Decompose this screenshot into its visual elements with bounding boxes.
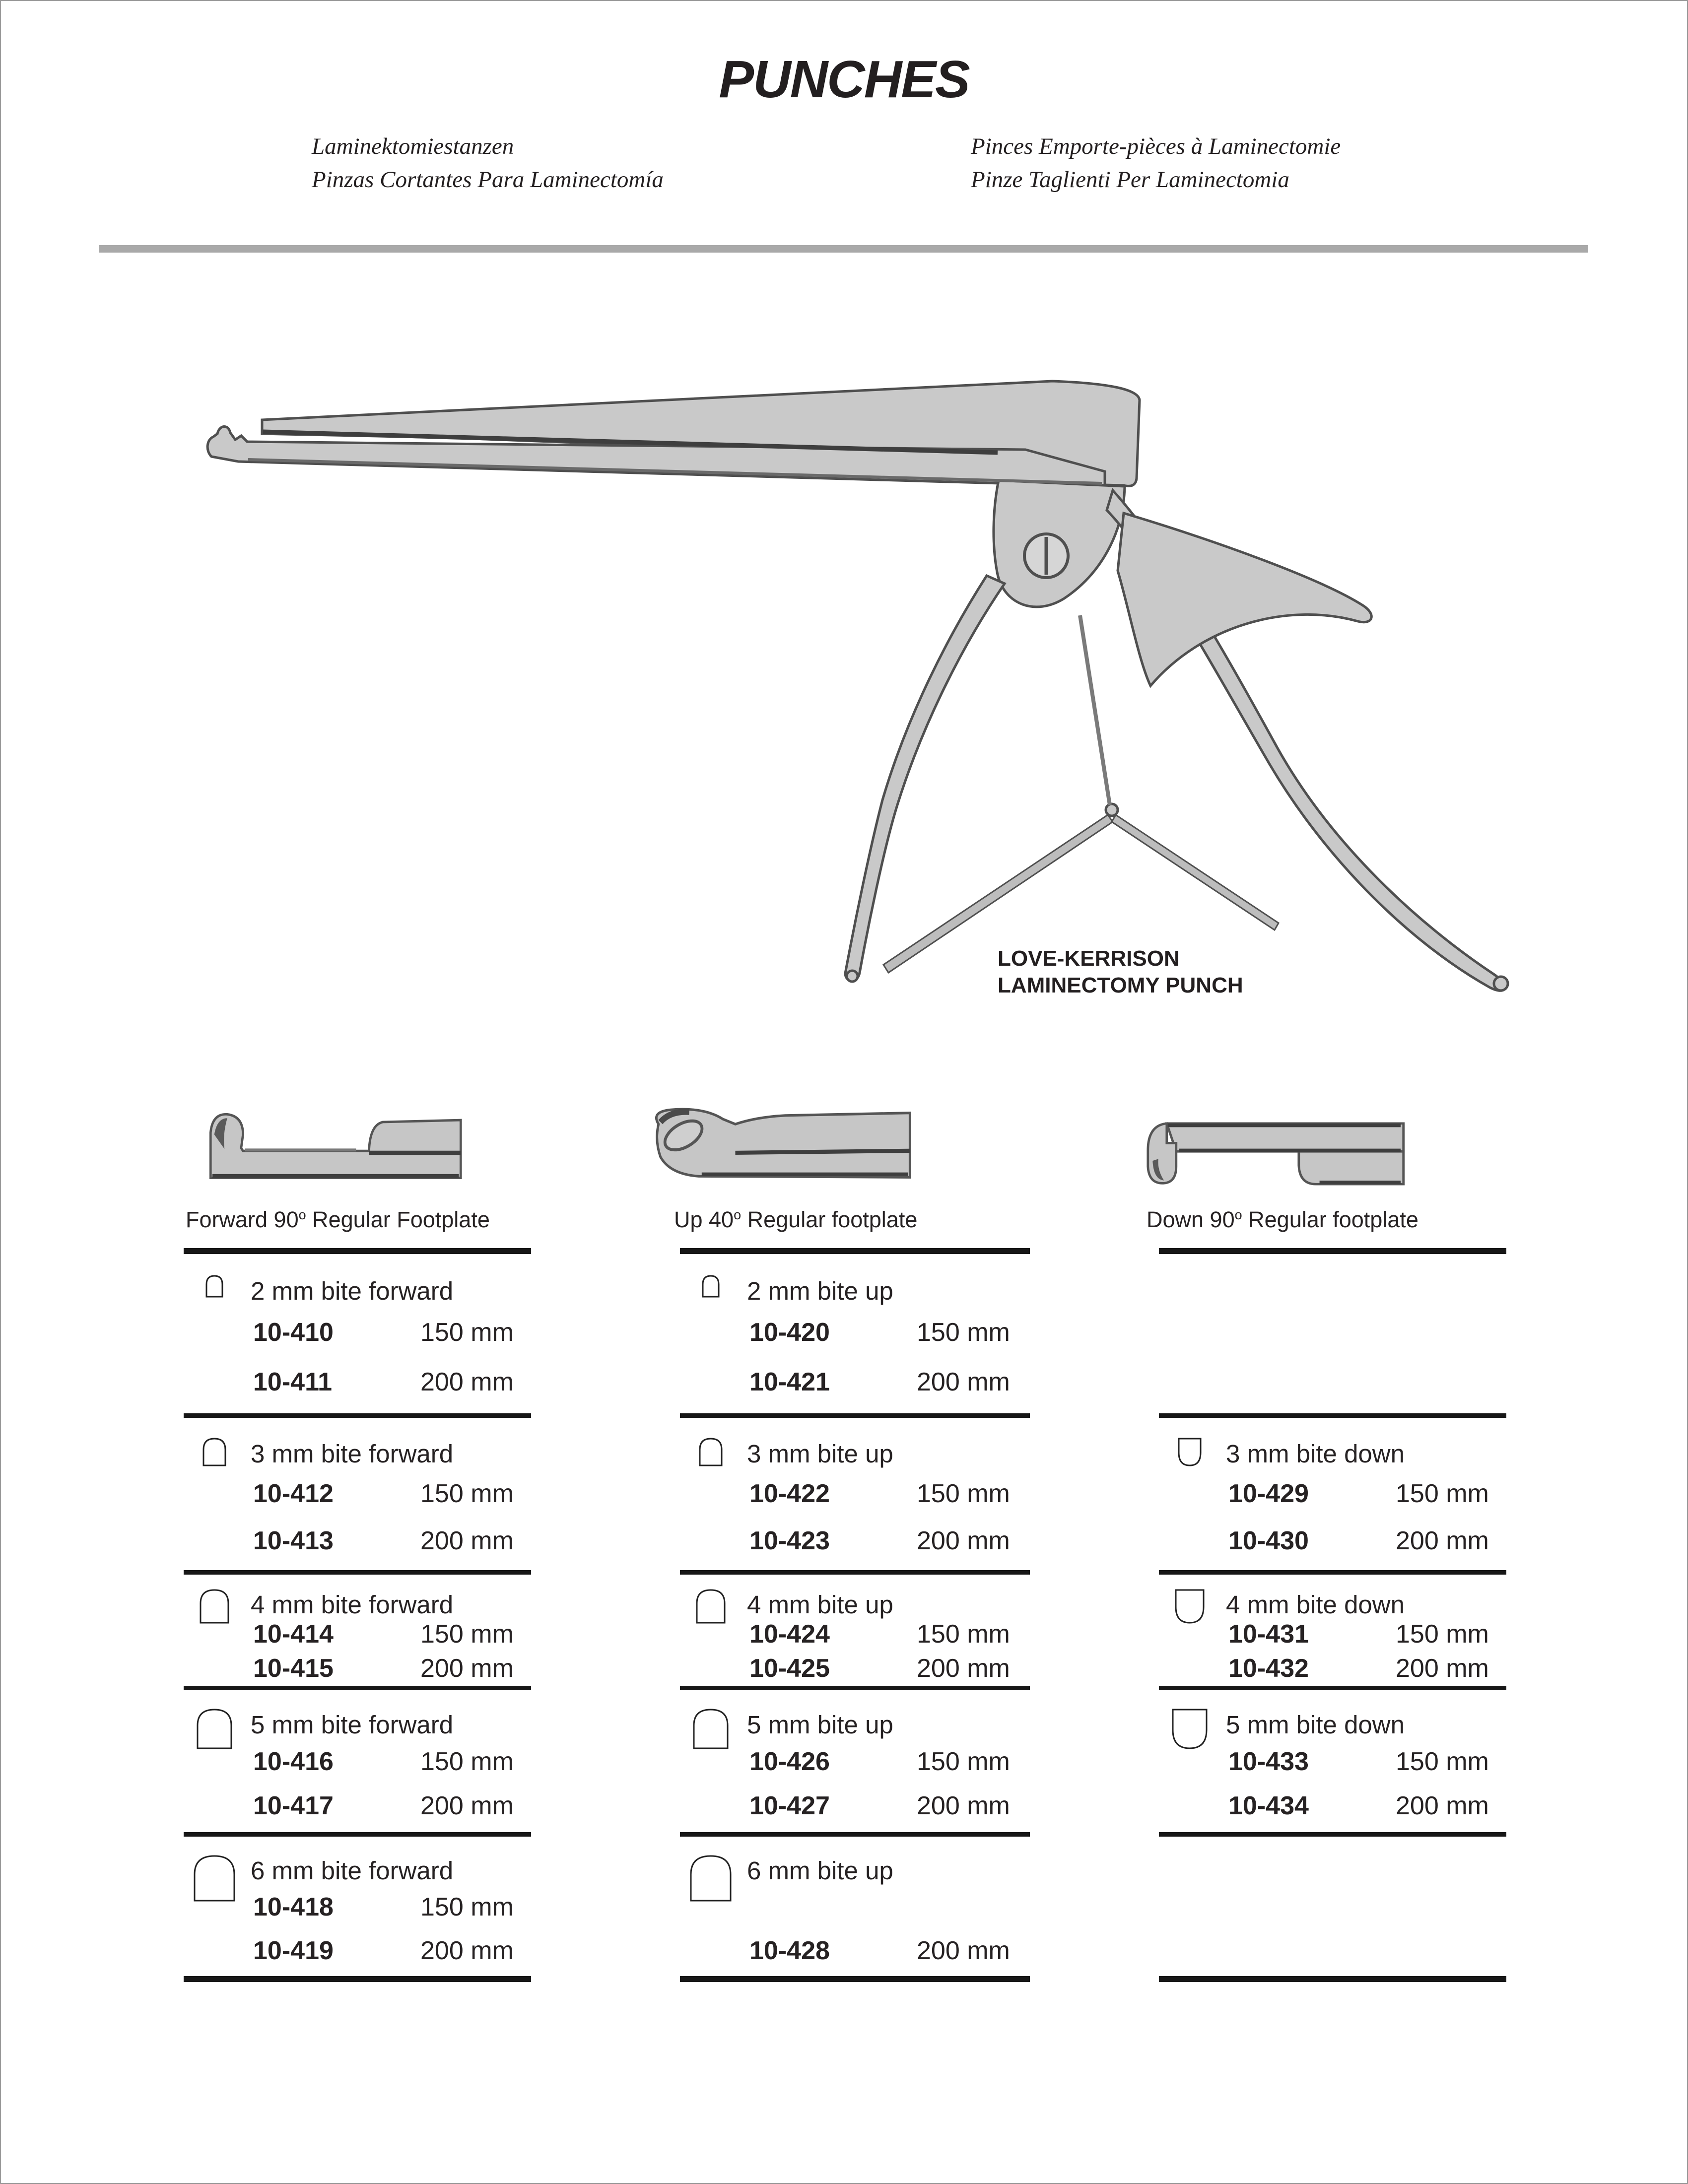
product-row xyxy=(184,1479,531,1509)
product-section-empty xyxy=(1159,1254,1506,1418)
instrument-label-line1: LOVE-KERRISON xyxy=(998,946,1180,971)
bite-label: 6 mm bite forward xyxy=(251,1856,454,1885)
column-header-text: Regular Footplate xyxy=(306,1207,490,1232)
product-length: 150 mm xyxy=(917,1747,1010,1777)
product-length: 150 mm xyxy=(1396,1619,1489,1649)
product-code: 10-431 xyxy=(1228,1619,1309,1649)
product-row xyxy=(184,1367,531,1397)
product-length: 200 mm xyxy=(917,1654,1010,1683)
product-length: 150 mm xyxy=(1396,1747,1489,1777)
punch-upper-arm xyxy=(1118,513,1371,686)
subtitle-spanish: Pinzas Cortantes Para Laminectomía xyxy=(312,167,664,193)
product-section-3mm xyxy=(1159,1418,1506,1575)
subtitle-italian: Pinze Taglienti Per Laminectomia xyxy=(971,167,1289,193)
product-length: 200 mm xyxy=(917,1791,1010,1821)
bite-label: 2 mm bite up xyxy=(747,1276,893,1305)
product-section-2mm xyxy=(184,1254,531,1418)
product-code: 10-413 xyxy=(253,1526,334,1555)
column-down-90 xyxy=(1147,1092,1506,1995)
footplate-down-90-icon xyxy=(1137,1114,1419,1193)
product-section-5mm xyxy=(1159,1690,1506,1837)
product-sections xyxy=(680,1254,1030,1982)
product-length: 150 mm xyxy=(1396,1479,1489,1508)
product-section-4mm xyxy=(680,1575,1030,1690)
product-row xyxy=(680,1479,1030,1509)
column-header-underline xyxy=(1159,1248,1506,1254)
product-length: 150 mm xyxy=(420,1479,514,1508)
footplate-forward-90-icon xyxy=(199,1106,476,1188)
product-code: 10-427 xyxy=(749,1791,830,1821)
product-row xyxy=(1159,1654,1506,1683)
bite-size-icon-up xyxy=(205,1275,223,1300)
product-row xyxy=(1159,1479,1506,1509)
column-header-forward-90 xyxy=(186,1207,490,1233)
product-section-6mm xyxy=(184,1837,531,1982)
product-row xyxy=(680,1367,1030,1397)
product-code: 10-417 xyxy=(253,1791,334,1821)
header-divider-rule xyxy=(99,245,1588,253)
product-code: 10-421 xyxy=(749,1367,830,1396)
bite-label: 4 mm bite down xyxy=(1226,1590,1405,1619)
product-section-6mm xyxy=(680,1837,1030,1982)
product-section-5mm xyxy=(184,1690,531,1837)
product-length: 200 mm xyxy=(420,1654,514,1683)
bite-size-icon-up xyxy=(203,1438,226,1469)
product-sections xyxy=(184,1254,531,1982)
bite-label: 5 mm bite down xyxy=(1226,1711,1405,1739)
product-length: 150 mm xyxy=(917,1619,1010,1649)
product-section-5mm xyxy=(680,1690,1030,1837)
bite-label: 3 mm bite up xyxy=(747,1439,893,1468)
product-section-2mm xyxy=(680,1254,1030,1418)
product-code: 10-434 xyxy=(1228,1791,1309,1821)
page-title: PUNCHES xyxy=(719,50,969,109)
product-code: 10-424 xyxy=(749,1619,830,1649)
column-header-underline xyxy=(680,1248,1030,1254)
product-length: 150 mm xyxy=(420,1318,514,1347)
instrument-label-line2: LAMINECTOMY PUNCH xyxy=(998,973,1243,997)
product-row xyxy=(1159,1791,1506,1821)
bite-label: 5 mm bite up xyxy=(747,1711,893,1739)
product-row xyxy=(680,1526,1030,1556)
product-code: 10-432 xyxy=(1228,1654,1309,1683)
product-code: 10-423 xyxy=(749,1526,830,1555)
product-row xyxy=(184,1654,531,1683)
bite-label: 4 mm bite forward xyxy=(251,1590,454,1619)
product-code: 10-422 xyxy=(749,1479,830,1508)
product-code: 10-425 xyxy=(749,1654,830,1683)
column-header-underline xyxy=(184,1248,531,1254)
product-code: 10-416 xyxy=(253,1747,334,1777)
bite-size-icon-down xyxy=(1178,1438,1202,1469)
product-length: 150 mm xyxy=(917,1318,1010,1347)
subtitle-french: Pinces Emporte-pièces à Laminectomie xyxy=(971,133,1341,159)
product-code: 10-419 xyxy=(253,1936,334,1965)
product-code: 10-433 xyxy=(1228,1747,1309,1777)
column-header-text: Regular footplate xyxy=(1242,1207,1418,1232)
product-length: 200 mm xyxy=(917,1936,1010,1965)
bite-label: 5 mm bite forward xyxy=(251,1711,454,1739)
product-row xyxy=(184,1892,531,1922)
degree-symbol: o xyxy=(298,1207,306,1222)
product-section-4mm xyxy=(184,1575,531,1690)
product-section-3mm xyxy=(184,1418,531,1575)
product-length: 200 mm xyxy=(1396,1526,1489,1555)
bite-size-icon-up xyxy=(690,1855,732,1904)
product-code: 10-429 xyxy=(1228,1479,1309,1508)
laminectomy-punch-illustration xyxy=(189,278,1529,1022)
product-code: 10-418 xyxy=(253,1893,334,1922)
product-length: 200 mm xyxy=(1396,1654,1489,1683)
column-forward-90 xyxy=(184,1092,531,1995)
product-length: 200 mm xyxy=(917,1526,1010,1555)
subtitle-german: Laminektomiestanzen xyxy=(312,133,514,159)
bite-size-icon-up xyxy=(197,1709,232,1752)
product-row xyxy=(1159,1619,1506,1649)
column-header-down-90 xyxy=(1147,1207,1418,1233)
bite-label: 4 mm bite up xyxy=(747,1590,893,1619)
product-code: 10-414 xyxy=(253,1619,334,1649)
product-length: 200 mm xyxy=(1396,1791,1489,1821)
bite-label: 3 mm bite down xyxy=(1226,1439,1405,1468)
product-length: 150 mm xyxy=(917,1479,1010,1508)
product-length: 200 mm xyxy=(420,1367,514,1396)
column-header-text: Forward 90 xyxy=(186,1207,299,1232)
column-header-up-40 xyxy=(674,1207,917,1233)
column-up-40 xyxy=(674,1092,1030,1995)
product-code: 10-411 xyxy=(253,1367,333,1396)
product-code: 10-412 xyxy=(253,1479,334,1508)
product-row xyxy=(184,1747,531,1777)
bite-size-icon-up xyxy=(693,1709,729,1752)
bite-label: 3 mm bite forward xyxy=(251,1439,454,1468)
product-code: 10-428 xyxy=(749,1936,830,1965)
product-length: 150 mm xyxy=(420,1893,514,1922)
bite-label: 2 mm bite forward xyxy=(251,1276,454,1305)
column-header-text: Down 90 xyxy=(1147,1207,1235,1232)
product-row xyxy=(184,1526,531,1556)
product-row xyxy=(1159,1747,1506,1777)
product-length: 200 mm xyxy=(420,1526,514,1555)
instrument-label xyxy=(998,945,1243,999)
punch-spring-ball xyxy=(1106,804,1118,816)
product-length: 200 mm xyxy=(917,1367,1010,1396)
product-row xyxy=(680,1791,1030,1821)
product-code: 10-430 xyxy=(1228,1526,1309,1555)
degree-symbol: o xyxy=(1234,1207,1242,1222)
bite-label: 6 mm bite up xyxy=(747,1856,893,1885)
product-row xyxy=(680,1747,1030,1777)
product-code: 10-415 xyxy=(253,1654,334,1683)
product-length: 150 mm xyxy=(420,1619,514,1649)
product-row xyxy=(184,1936,531,1966)
product-code: 10-410 xyxy=(253,1318,334,1347)
bite-size-icon-down xyxy=(1172,1709,1208,1752)
column-header-text: Up 40 xyxy=(674,1207,734,1232)
product-sections xyxy=(1159,1254,1506,1982)
bite-size-icon-up xyxy=(699,1438,723,1469)
product-row xyxy=(680,1936,1030,1966)
product-section-3mm xyxy=(680,1418,1030,1575)
product-length: 200 mm xyxy=(420,1791,514,1821)
footplate-up-40-icon xyxy=(641,1102,929,1189)
product-section-4mm xyxy=(1159,1575,1506,1690)
product-row xyxy=(184,1791,531,1821)
product-row xyxy=(680,1654,1030,1683)
degree-symbol: o xyxy=(734,1207,742,1222)
product-length: 200 mm xyxy=(420,1936,514,1965)
product-code: 10-420 xyxy=(749,1318,830,1347)
subtitle-right xyxy=(971,130,1341,197)
product-row xyxy=(1159,1526,1506,1556)
product-length: 150 mm xyxy=(420,1747,514,1777)
product-row xyxy=(184,1318,531,1347)
product-row xyxy=(184,1619,531,1649)
column-header-text: Regular footplate xyxy=(741,1207,918,1232)
product-code: 10-426 xyxy=(749,1747,830,1777)
product-row xyxy=(680,1318,1030,1347)
bite-size-icon-up xyxy=(702,1275,720,1300)
subtitle-left xyxy=(312,130,664,197)
product-row xyxy=(680,1619,1030,1649)
punch-front-lever xyxy=(845,576,1005,981)
product-section-empty xyxy=(1159,1837,1506,1982)
